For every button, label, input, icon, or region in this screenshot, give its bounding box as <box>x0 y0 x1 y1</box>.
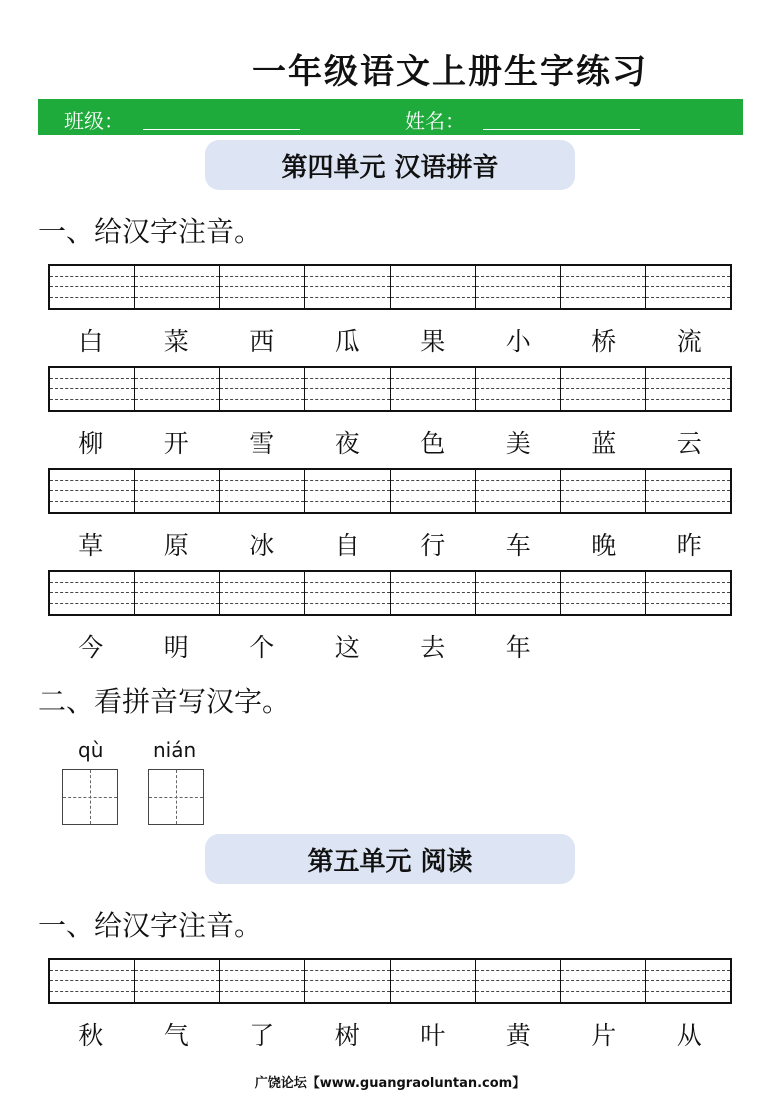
character: 小 <box>505 327 531 356</box>
character: 去 <box>420 633 446 662</box>
footer-source: 广饶论坛【www.guangraoluntan.com】 <box>254 1076 526 1091</box>
pinyin-cell[interactable] <box>561 470 646 512</box>
character: 这 <box>334 633 360 662</box>
unit4-section1-title: 一、给汉字注音。 <box>38 215 263 248</box>
pinyin-cell[interactable] <box>220 368 305 410</box>
character: 从 <box>676 1021 702 1050</box>
character: 白 <box>78 327 104 356</box>
character: 昨 <box>676 531 702 560</box>
unit4-section2-title: 二、看拼音写汉字。 <box>38 685 291 718</box>
pinyin-cell[interactable] <box>305 572 390 614</box>
pinyin-cell[interactable] <box>135 266 220 308</box>
pinyin-cell[interactable] <box>135 572 220 614</box>
name-label: 姓名： <box>405 109 465 133</box>
pinyin-writing-row <box>48 468 732 514</box>
character: 西 <box>249 327 275 356</box>
character-row <box>48 322 732 358</box>
pinyin-cell[interactable] <box>135 470 220 512</box>
character-row <box>48 424 732 460</box>
unit4-heading: 第四单元 汉语拼音 <box>205 140 575 190</box>
pinyin-cell[interactable] <box>135 368 220 410</box>
unit5-heading: 第五单元 阅读 <box>205 834 575 884</box>
pinyin-cell[interactable] <box>561 572 646 614</box>
name-field[interactable] <box>483 129 640 130</box>
character: 美 <box>505 429 531 458</box>
character: 云 <box>676 429 702 458</box>
pinyin-cell[interactable] <box>646 960 730 1002</box>
pinyin-cell[interactable] <box>476 960 561 1002</box>
pinyin-cell[interactable] <box>561 266 646 308</box>
character: 树 <box>334 1021 360 1050</box>
pinyin-cell[interactable] <box>305 960 390 1002</box>
pinyin-cell[interactable] <box>391 266 476 308</box>
pinyin-qu: qù <box>78 738 104 762</box>
character: 个 <box>249 633 275 662</box>
character: 黄 <box>505 1021 531 1050</box>
character: 秋 <box>78 1021 104 1050</box>
pinyin-writing-row <box>48 366 732 412</box>
pinyin-cell[interactable] <box>50 470 135 512</box>
pinyin-cell[interactable] <box>476 572 561 614</box>
character: 蓝 <box>591 429 617 458</box>
character: 开 <box>163 429 189 458</box>
character: 夜 <box>334 429 360 458</box>
pinyin-cell[interactable] <box>561 960 646 1002</box>
character: 色 <box>420 429 446 458</box>
pinyin-cell[interactable] <box>220 960 305 1002</box>
character: 菜 <box>163 327 189 356</box>
pinyin-cell[interactable] <box>476 470 561 512</box>
character: 果 <box>420 327 446 356</box>
character: 晚 <box>591 531 617 560</box>
pinyin-cell[interactable] <box>391 470 476 512</box>
character: 柳 <box>78 429 104 458</box>
pinyin-writing-row <box>48 958 732 1004</box>
pinyin-cell[interactable] <box>50 266 135 308</box>
character-row <box>48 526 732 562</box>
character: 今 <box>78 633 104 662</box>
pinyin-cell[interactable] <box>135 960 220 1002</box>
pinyin-cell[interactable] <box>391 960 476 1002</box>
character: 桥 <box>591 327 617 356</box>
writing-box[interactable] <box>62 769 118 825</box>
pinyin-cell[interactable] <box>646 368 730 410</box>
pinyin-cell[interactable] <box>391 572 476 614</box>
pinyin-writing-row <box>48 264 732 310</box>
pinyin-cell[interactable] <box>476 266 561 308</box>
character-row <box>48 1016 732 1052</box>
character: 气 <box>163 1021 189 1050</box>
pinyin-cell[interactable] <box>561 368 646 410</box>
pinyin-cell[interactable] <box>391 368 476 410</box>
pinyin-cell[interactable] <box>220 572 305 614</box>
pinyin-cell[interactable] <box>646 266 730 308</box>
pinyin-cell[interactable] <box>305 368 390 410</box>
writing-box[interactable] <box>148 769 204 825</box>
character: 叶 <box>420 1021 446 1050</box>
pinyin-cell[interactable] <box>220 266 305 308</box>
pinyin-cell[interactable] <box>476 368 561 410</box>
unit5-section1-title: 一、给汉字注音。 <box>38 909 263 942</box>
class-field[interactable] <box>143 129 300 130</box>
character: 流 <box>676 327 702 356</box>
pinyin-cell[interactable] <box>50 960 135 1002</box>
pinyin-cell[interactable] <box>220 470 305 512</box>
character: 行 <box>420 531 446 560</box>
character: 原 <box>163 531 189 560</box>
pinyin-cell[interactable] <box>646 470 730 512</box>
pinyin-cell[interactable] <box>50 368 135 410</box>
class-label: 班级： <box>64 109 124 133</box>
character: 了 <box>249 1021 275 1050</box>
character: 明 <box>163 633 189 662</box>
pinyin-writing-row <box>48 570 732 616</box>
character: 瓜 <box>334 327 360 356</box>
pinyin-cell[interactable] <box>305 470 390 512</box>
pinyin-cell[interactable] <box>50 572 135 614</box>
character: 自 <box>334 531 360 560</box>
pinyin-cell[interactable] <box>646 572 730 614</box>
pinyin-cell[interactable] <box>305 266 390 308</box>
character: 车 <box>505 531 531 560</box>
page-title: 一年级语文上册生字练习 <box>252 52 648 92</box>
character: 草 <box>78 531 104 560</box>
character-row <box>48 628 732 664</box>
character: 年 <box>505 633 531 662</box>
character: 雪 <box>249 429 275 458</box>
pinyin-nian: nián <box>153 738 197 762</box>
character: 冰 <box>249 531 275 560</box>
character: 片 <box>591 1021 617 1050</box>
